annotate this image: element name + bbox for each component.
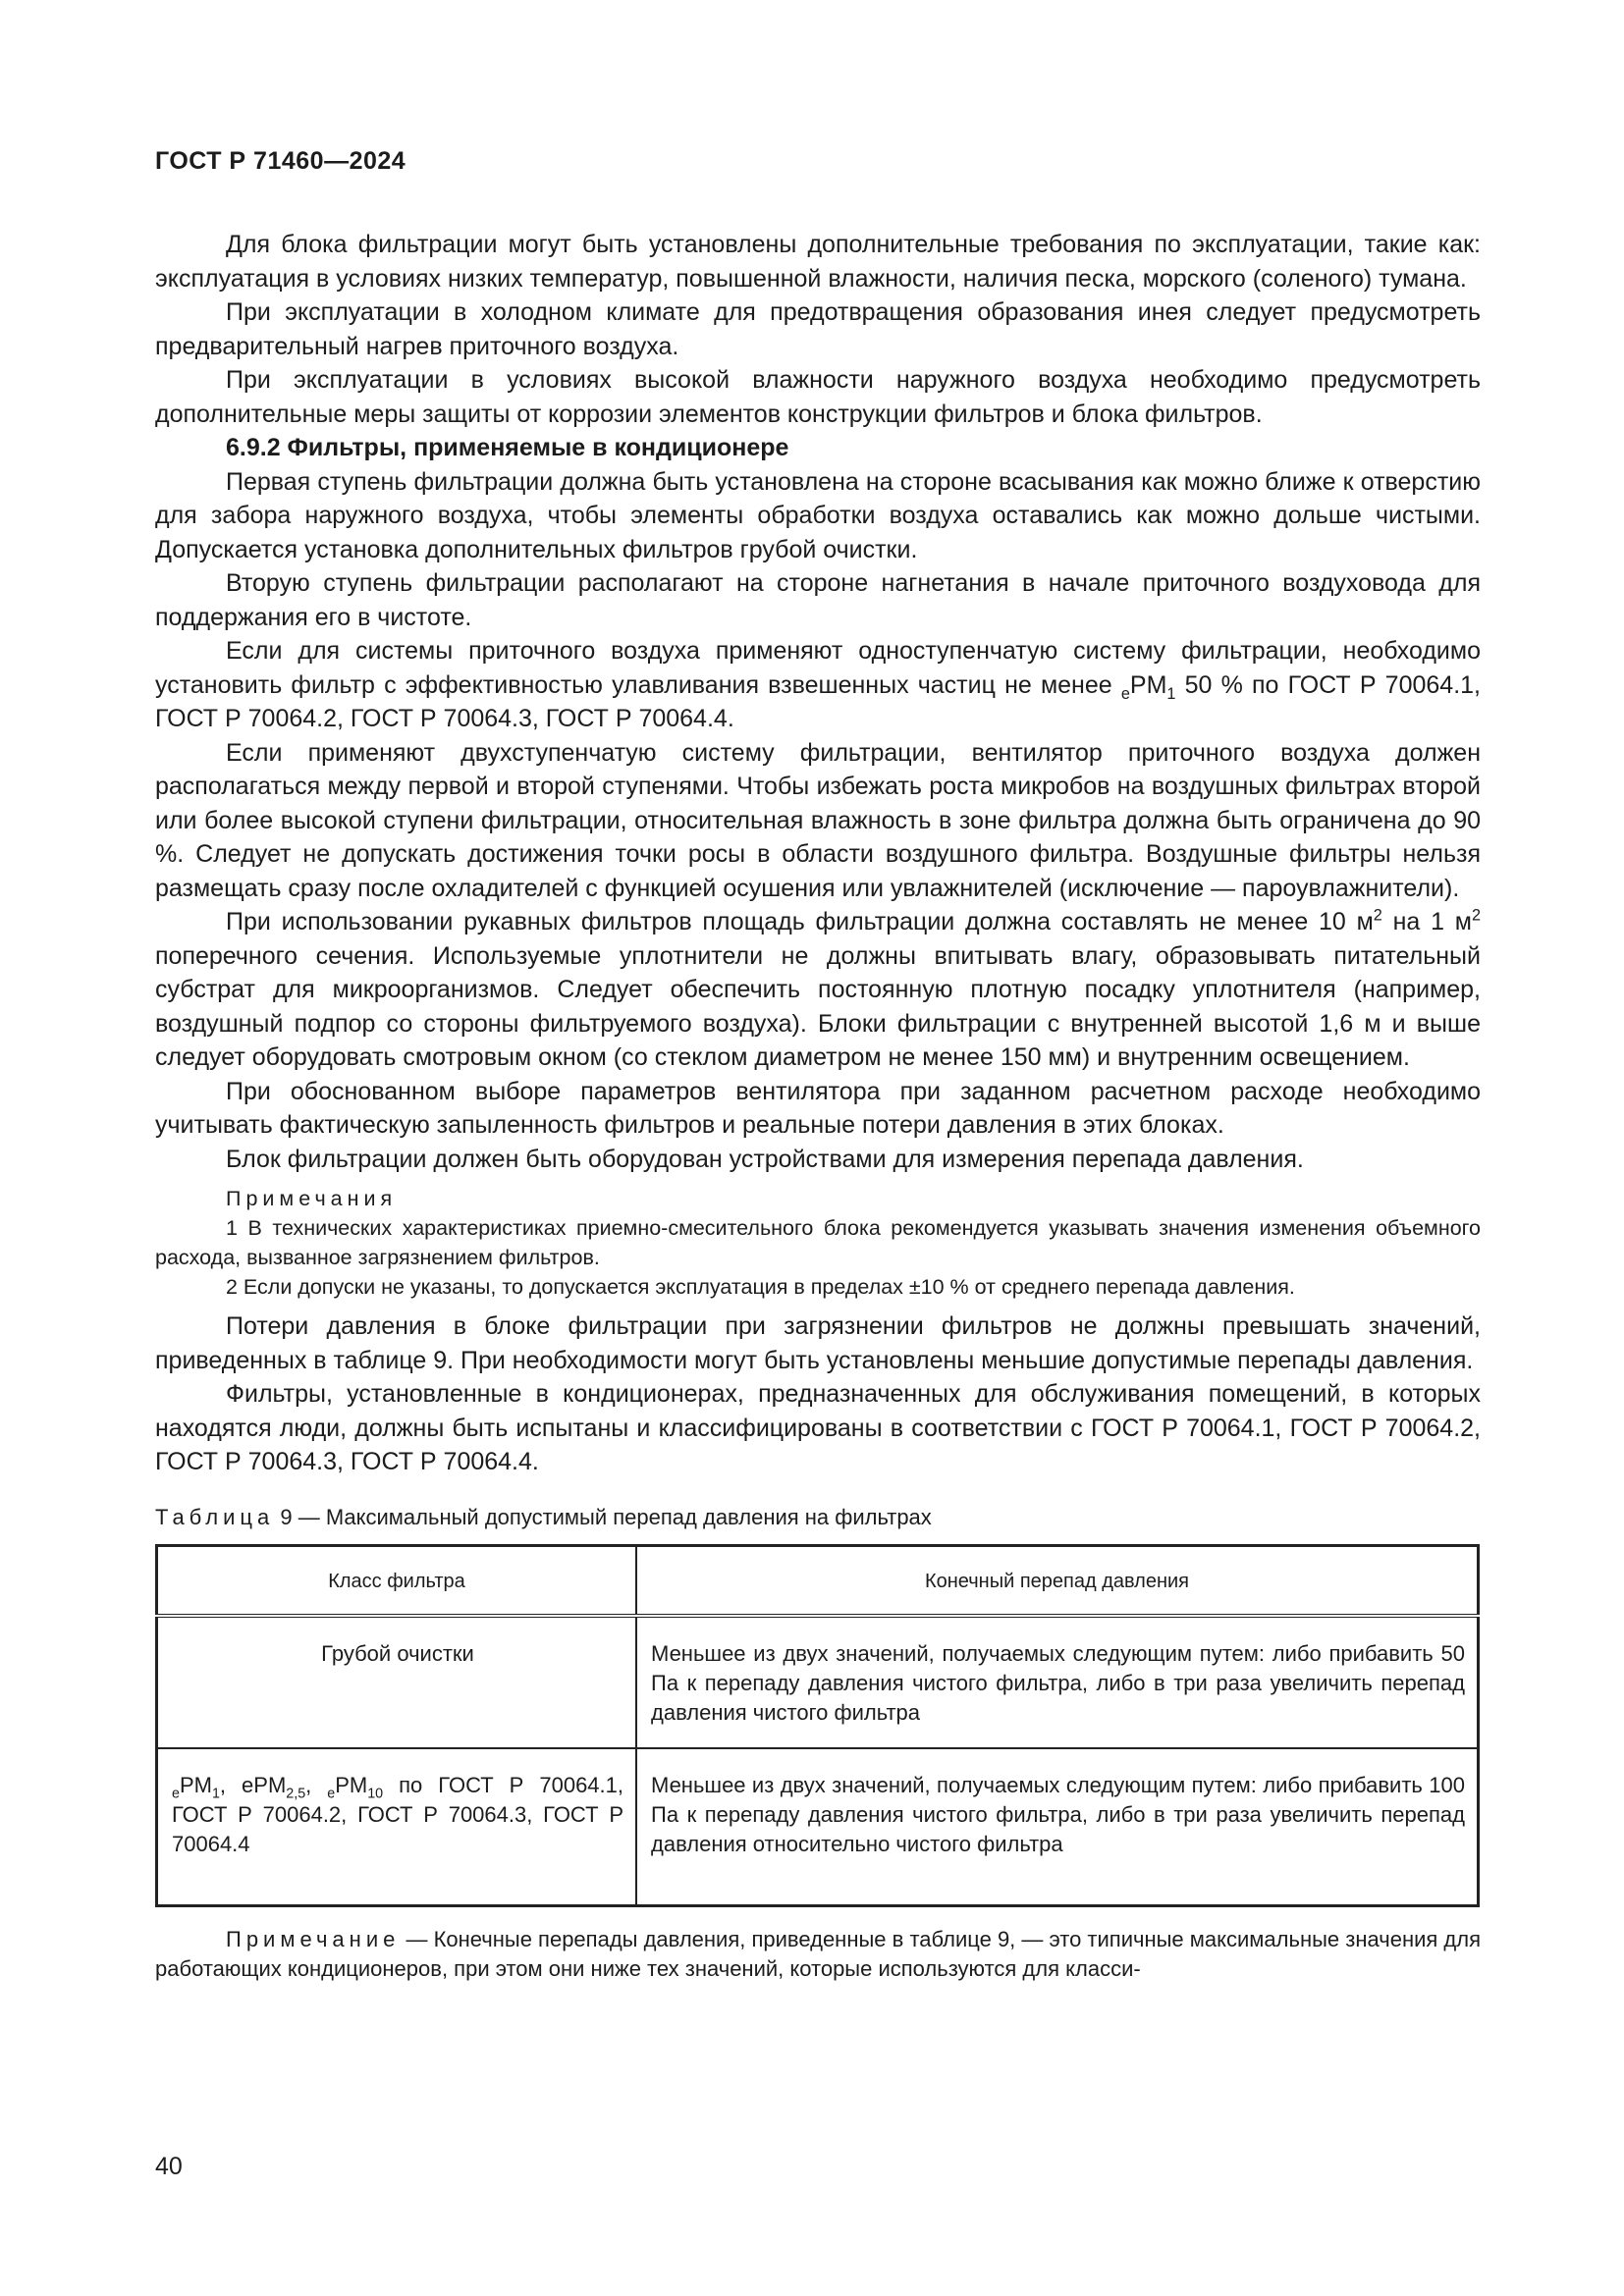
footnote-text: — Конечные перепады давления, приведенные в таблице 9, — это типичные максимальные значения для работающих кондиционеров, при этом они ниже тех значений, которые используются для класси-: [155, 1926, 1481, 1981]
table-caption: [155, 1503, 1481, 1532]
table-header-row: [157, 1545, 1479, 1616]
notes-heading: Примечания: [226, 1187, 398, 1210]
paragraph: Вторую ступень фильтрации располагают на стороне нагнетания в начале приточного воздуховода для поддержания его в чистоте.: [155, 569, 1481, 631]
cell-text: ,: [219, 1772, 243, 1797]
subscript: e: [172, 1785, 180, 1801]
note-item: 1 В технических характеристиках приемно-смесительного блока рекомендуется указывать значения изменения объемного расхода, вызванное загрязнением фильтров.: [155, 1216, 1481, 1269]
document-header: ГОСТ Р 71460—2024: [155, 147, 406, 175]
column-header-filter-class: Класс фильтра: [157, 1545, 637, 1616]
paragraph-text: на 1 м: [1381, 908, 1472, 935]
section-heading: 6.9.2 Фильтры, применяемые в кондиционере: [226, 434, 789, 461]
subscript: 2,5: [286, 1785, 306, 1801]
paragraph: [155, 634, 1481, 736]
table-row: [157, 1748, 1479, 1906]
cell-text: PM: [335, 1772, 368, 1797]
paragraph: Фильтры, установленные в кондиционерах, предназначенных для обслуживания помещений, в которых находятся люди, должны быть испытаны и классифицированы в соответствии с ГОСТ Р 70064.1, ГОСТ Р 70064.2, ГОСТ Р 70064.3, ГОСТ Р 70064.4.: [155, 1380, 1481, 1475]
paragraph-text: 50 % по ГОСТ Р 70064.1, ГОСТ Р 70064.2, ГОСТ Р 70064.3, ГОСТ Р 70064.4.: [155, 670, 1481, 732]
paragraph: При эксплуатации в условиях высокой влажности наружного воздуха необходимо предусмотреть дополнительные меры защиты от коррозии элементов конструкции фильтров и блока фильтров.: [155, 366, 1481, 428]
paragraph-text: Если для системы приточного воздуха применяют одноступенчатую систему фильтрации, необходимо установить фильтр с эффективностью улавливания взвешенных частиц не менее: [155, 637, 1481, 699]
paragraph-text: При использовании рукавных фильтров площадь фильтрации должна составлять не менее 10 м: [226, 908, 1374, 935]
table-cell: Меньшее из двух значений, получаемых следующим путем: либо прибавить 100 Па к перепаду давления чистого фильтра, либо в три раза увеличить перепад давления относительно чистого фильтра: [636, 1748, 1479, 1906]
paragraph: При обоснованном выборе параметров вентилятора при заданном расчетном расходе необходимо учитывать фактическую запыленность фильтров и реальные потери давления в этих блоках.: [155, 1077, 1481, 1139]
footnote-label: Примечание: [226, 1926, 401, 1951]
table-cell: Грубой очистки: [157, 1616, 637, 1748]
paragraph: Блок фильтрации должен быть оборудован устройствами для измерения перепада давления.: [226, 1145, 1304, 1173]
subscript: 1: [1166, 684, 1176, 703]
paragraph-text: поперечного сечения. Используемые уплотнители не должны впитывать влагу, образовывать питательный субстрат для микроорганизмов. Следует обеспечить постоянную плотную посадку уплотнителя (например, воздушный подпор со стороны фильтруемого воздуха). Блоки фильтрации с внутренней высотой 1,6 м и выше следует оборудовать смотровым окном (со стеклом диаметром не менее 150 мм) и внутренним освещением.: [155, 941, 1481, 1071]
cell-text: PM: [179, 1772, 212, 1797]
superscript: 2: [1373, 906, 1382, 925]
paragraph: Для блока фильтрации могут быть установлены дополнительные требования по эксплуатации, такие как: эксплуатация в условиях низких температур, повышенной влажности, наличия песка, морского (соленого) тумана.: [155, 231, 1481, 293]
document-body: [155, 228, 1481, 1984]
cell-text: ,: [305, 1772, 328, 1797]
paragraph: Если применяют двухступенчатую систему фильтрации, вентилятор приточного воздуха должен располагаться между первой и второй ступенями. Чтобы избежать роста микробов на воздушных фильтрах второй или более высокой ступени фильтрации, относительная влажность в зоне фильтра должна быть ограничена до 90 %. Следует не допускать достижения точки росы в области воздушного фильтра. Воздушные фильтры нельзя размещать сразу после охладителей с функцией осушения или увлажнителей (исключение — пароувлажнители).: [155, 738, 1481, 902]
column-header-final-pressure: Конечный перепад давления: [636, 1545, 1479, 1616]
table-row: [157, 1616, 1479, 1748]
paragraph: При эксплуатации в холодном климате для предотвращения образования инея следует предусмотреть предварительный нагрев приточного воздуха.: [155, 298, 1481, 360]
table-cell: Меньшее из двух значений, получаемых следующим путем: либо прибавить 50 Па к перепаду давления чистого фильтра, либо в три раза увеличить перепад давления чистого фильтра: [636, 1616, 1479, 1748]
subscript: 10: [367, 1785, 384, 1801]
note-item: 2 Если допуски не указаны, то допускается эксплуатация в пределах ±10 % от среднего перепада давления.: [226, 1275, 1295, 1299]
pressure-drop-table: [155, 1544, 1480, 1907]
cell-text: по ГОСТ Р 70064.1, ГОСТ Р 70064.2, ГОСТ Р 70064.3, ГОСТ Р 70064.4: [172, 1772, 623, 1856]
table-caption-text: 9 — Максимальный допустимый перепад давления на фильтрах: [274, 1504, 932, 1529]
paragraph: [155, 905, 1481, 1075]
page-number: 40: [155, 2153, 183, 2180]
table-cell: [157, 1748, 637, 1906]
cell-text: ePM: [242, 1772, 287, 1797]
paragraph-text: PM: [1129, 670, 1167, 699]
paragraph: Потери давления в блоке фильтрации при загрязнении фильтров не должны превышать значений, приведенных в таблице 9. При необходимости могут быть установлены меньшие допустимые перепады давления.: [155, 1312, 1481, 1374]
paragraph: Первая ступень фильтрации должна быть установлена на стороне всасывания как можно ближе к отверстию для забора наружного воздуха, чтобы элементы обработки воздуха оставались как можно дольше чистыми. Допускается установка дополнительных фильтров грубой очистки.: [155, 467, 1481, 563]
subscript: e: [1120, 684, 1130, 703]
subscript: 1: [211, 1785, 220, 1801]
table-footnote: [155, 1925, 1481, 1984]
table-caption-label: Таблица: [155, 1504, 275, 1529]
notes-block: [155, 1184, 1481, 1302]
superscript: 2: [1471, 906, 1481, 925]
subscript: e: [327, 1785, 336, 1801]
